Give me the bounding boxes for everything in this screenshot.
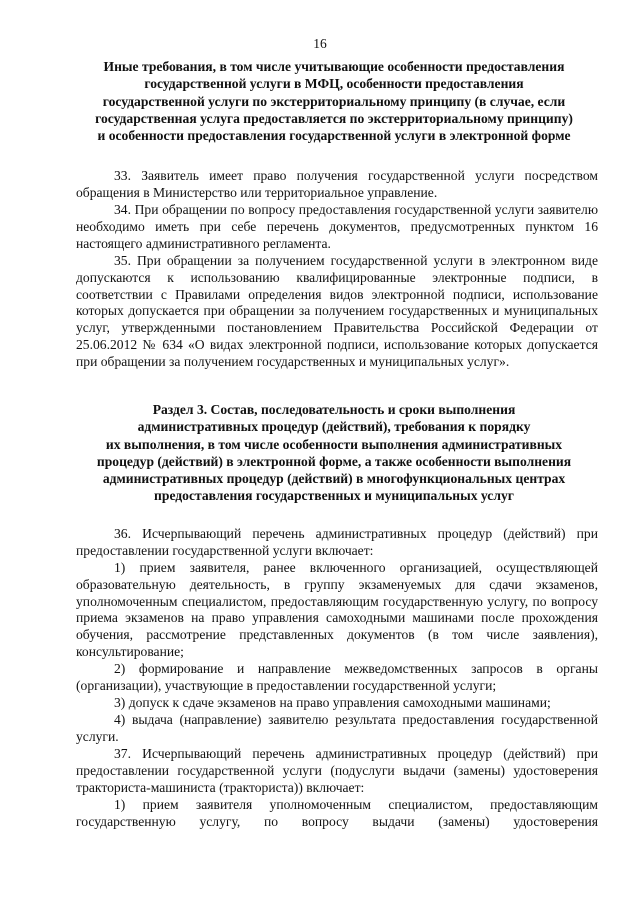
heading-line: административных процедур (действий) в многофункциональных центрах xyxy=(102,471,566,487)
heading-line: административных процедур (действий), требования к порядку xyxy=(137,419,531,435)
heading-line: государственной услуги по экстерриториальному принципу (в случае, если xyxy=(102,93,566,109)
heading-line: и особенности предоставления государственной услуги в электронной форме xyxy=(97,128,571,144)
paragraph-36-item-2: 2) формирование и направление межведомственных запросов в органы (организации), участвующие в предоставлении государственной услуги; xyxy=(76,661,598,693)
paragraph-34: 34. При обращении по вопросу предоставления государственной услуги заявителю необходимо иметь при себе перечень документов, предусмотренных пунктом 16 настоящего административного регламента. xyxy=(76,202,598,251)
heading-line: их выполнения, в том числе особенности выполнения административных xyxy=(105,436,563,452)
section-heading-part-3 xyxy=(70,401,598,505)
paragraph-35: 35. При обращении за получением государственной услуги в электронном виде допускаются к использованию квалифицированные электронные подписи, в соответствии с Правилами определения видов электронной подписи, использование которых допускается при обращении за получением государственных и муниципальных услуг, утвержденными постановлением Правительства Российской Федерации от 25.06.2012 № 634 «О видах электронной подписи, использование которых допускается при обращении за получением государственных и муниципальных услуг». xyxy=(76,253,598,369)
section-heading-requirements xyxy=(70,58,598,144)
paragraph-36-item-3: 3) допуск к сдаче экзаменов на право управления самоходными машинами; xyxy=(114,695,551,710)
heading-line: Раздел 3. Состав, последовательность и сроки выполнения xyxy=(152,402,516,417)
heading-line: государственной услуги в МФЦ, особенности предоставления xyxy=(144,76,524,92)
heading-line: предоставления государственных и муниципальных услуг xyxy=(154,488,514,504)
heading-line: процедур (действий) в электронной форме, а также особенности выполнения xyxy=(96,453,572,469)
paragraph-36: 36. Исчерпывающий перечень административных процедур (действий) при предоставлении государственной услуги включает: xyxy=(76,526,598,558)
paragraph-36-item-4: 4) выдача (направление) заявителю результата предоставления государственной услуги. xyxy=(76,712,598,744)
page-number: 16 xyxy=(313,36,327,51)
paragraph-36-item-1: 1) прием заявителя, ранее включенного организацией, осуществляющей образовательную деятельность, в группу экзаменуемых для сдачи экзаменов, уполномоченным специалистом, предоставляющим государственную услугу, по вопросу приема экзаменов на право управления самоходными машинами после прохождения обучения, рассмотрение представленных документов (в том числе заявления), консультирование; xyxy=(76,560,598,659)
paragraph-37-item-1: 1) прием заявителя уполномоченным специалистом, предоставляющим государственную услугу, по вопросу выдачи (замены) удостоверения xyxy=(76,797,598,829)
heading-line: государственная услуга предоставляется по экстерриториальному принципу) xyxy=(95,110,573,126)
paragraph-33: 33. Заявитель имеет право получения государственной услуги посредством обращения в Министерство или территориальное управление. xyxy=(76,168,598,200)
heading-line: Иные требования, в том числе учитывающие особенности предоставления xyxy=(103,59,565,74)
paragraph-37: 37. Исчерпывающий перечень административных процедур (действий) при предоставлении государственной услуги (подуслуги выдачи (замены) удостоверения тракториста-машиниста (тракториста)) включает: xyxy=(76,746,598,795)
